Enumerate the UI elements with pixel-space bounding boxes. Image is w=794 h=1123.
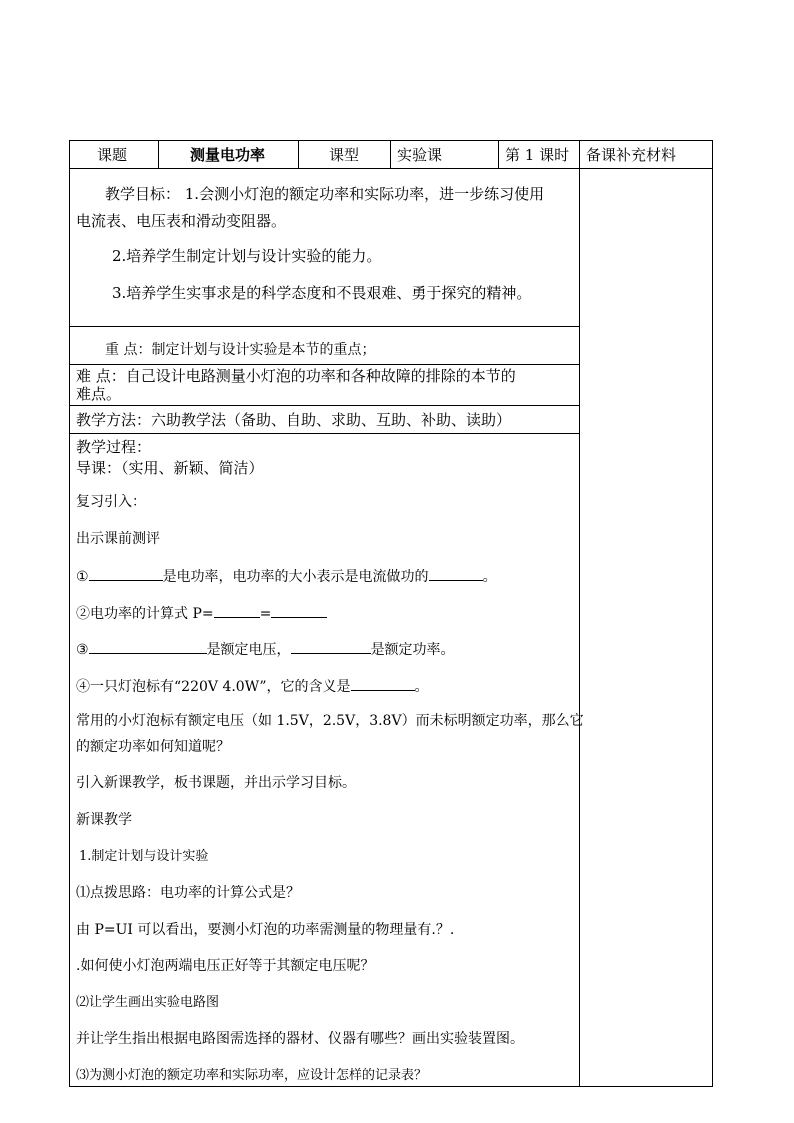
paragraph-lamp-1: 常用的小灯泡标有额定电压（如 1.5V，2.5V，3.8V）而未标明额定功率，那么它: [76, 713, 584, 729]
goal-line-3: 2.培养学生制定计划与设计实验的能力。: [112, 247, 382, 265]
difficulty-line-2: 难点。: [76, 385, 122, 403]
header-divider-4: [498, 140, 499, 169]
keypoint-bottom-border: [69, 364, 580, 365]
question-3-prefix: ③: [76, 642, 89, 658]
header-divider-1: [158, 140, 159, 169]
question-4-text: ④一只灯泡标有“220V 4.0W”，它的含义是: [76, 679, 351, 695]
question-2: [76, 603, 327, 624]
question-1-end: 。: [482, 569, 497, 585]
question-3-text: 是额定电压，: [206, 642, 291, 658]
question-4: [76, 676, 429, 697]
question-1-prefix: ①: [76, 569, 89, 585]
method-bottom-border: [69, 433, 580, 434]
new-lesson-heading: 新课教学: [76, 812, 132, 828]
question-1: [76, 566, 497, 587]
question-2-blank-b: [271, 603, 327, 618]
goal-line-4: 3.培养学生实事求是的科学态度和不畏艰难、勇于探究的精神。: [112, 284, 532, 302]
topic-value: 测量电功率: [190, 146, 266, 164]
step-1-formula: 由 P=UI 可以看出，要测小灯泡的功率需测量的物理量有.？.: [76, 922, 455, 938]
type-value: 实验课: [397, 146, 443, 164]
question-4-end: 。: [414, 679, 429, 695]
supplement-label: 备课补充材料: [586, 146, 677, 164]
header-divider-2: [298, 140, 299, 169]
goal-line-2: 电流表、电压表和滑动变阻器。: [76, 212, 287, 230]
goals-bottom-border: [69, 326, 580, 327]
question-4-blank: [351, 676, 415, 691]
step-2-heading: ⑵让学生画出实验电路图: [76, 995, 220, 1010]
question-1-blank-b: [429, 566, 483, 581]
question-1-text: 是电功率，电功率的大小表示是电流做功的: [162, 569, 429, 585]
topic-label: 课题: [97, 146, 128, 164]
goal-line-1: 教学目标： 1.会测小灯泡的额定功率和实际功率，进一步练习使用: [105, 185, 545, 203]
pretest-heading: 出示课前测评: [76, 531, 160, 547]
question-2-equals: =: [259, 606, 272, 622]
difficulty-bottom-border: [69, 405, 580, 406]
question-2-text: ②电功率的计算式 P=: [76, 606, 214, 622]
key-point: 重 点：制定计划与设计实验是本节的重点；: [105, 342, 376, 358]
period-label: 第 1 课时: [505, 146, 570, 164]
process-intro: 导课：（实用、新颖、简洁）: [76, 459, 264, 477]
difficulty-line-1: 难 点：自己设计电路测量小灯泡的功率和各种故障的排除的本节的: [76, 367, 516, 385]
process-title: 教学过程：: [76, 438, 152, 456]
paragraph-lamp-2: 的额定功率如何知道呢？: [76, 739, 230, 755]
paragraph-new-lesson: 引入新课教学，板书课题，并出示学习目标。: [76, 775, 356, 791]
type-label: 课型: [329, 146, 360, 164]
header-divider-3: [390, 140, 391, 169]
question-3-end: 是额定功率。: [370, 642, 455, 658]
question-3-blank-b: [291, 639, 371, 654]
teaching-method: 教学方法：六助教学法（备助、自助、求助、互助、补助、读助）: [76, 411, 512, 429]
step-2-text: 并让学生指出根据电路图需选择的器材、仪器有哪些？画出实验装置图。: [76, 1031, 524, 1047]
header-bottom-border: [69, 168, 713, 169]
step-1-voltage-question: .如何使小灯泡两端电压正好等于其额定电压呢？: [76, 958, 375, 974]
question-2-blank-a: [214, 603, 260, 618]
question-3-blank-a: [89, 639, 207, 654]
step-1-hint: ⑴点拨思路：电功率的计算公式是？: [76, 885, 300, 901]
question-1-blank-a: [89, 566, 163, 581]
step-1-heading: 1.制定计划与设计实验: [79, 849, 209, 864]
supplement-column-divider: [579, 140, 580, 1087]
step-3-text: ⑶为测小灯泡的额定功率和实际功率，应设计怎样的记录表？: [76, 1068, 428, 1083]
question-3: [76, 639, 455, 660]
review-heading: 复习引入：: [76, 494, 146, 510]
